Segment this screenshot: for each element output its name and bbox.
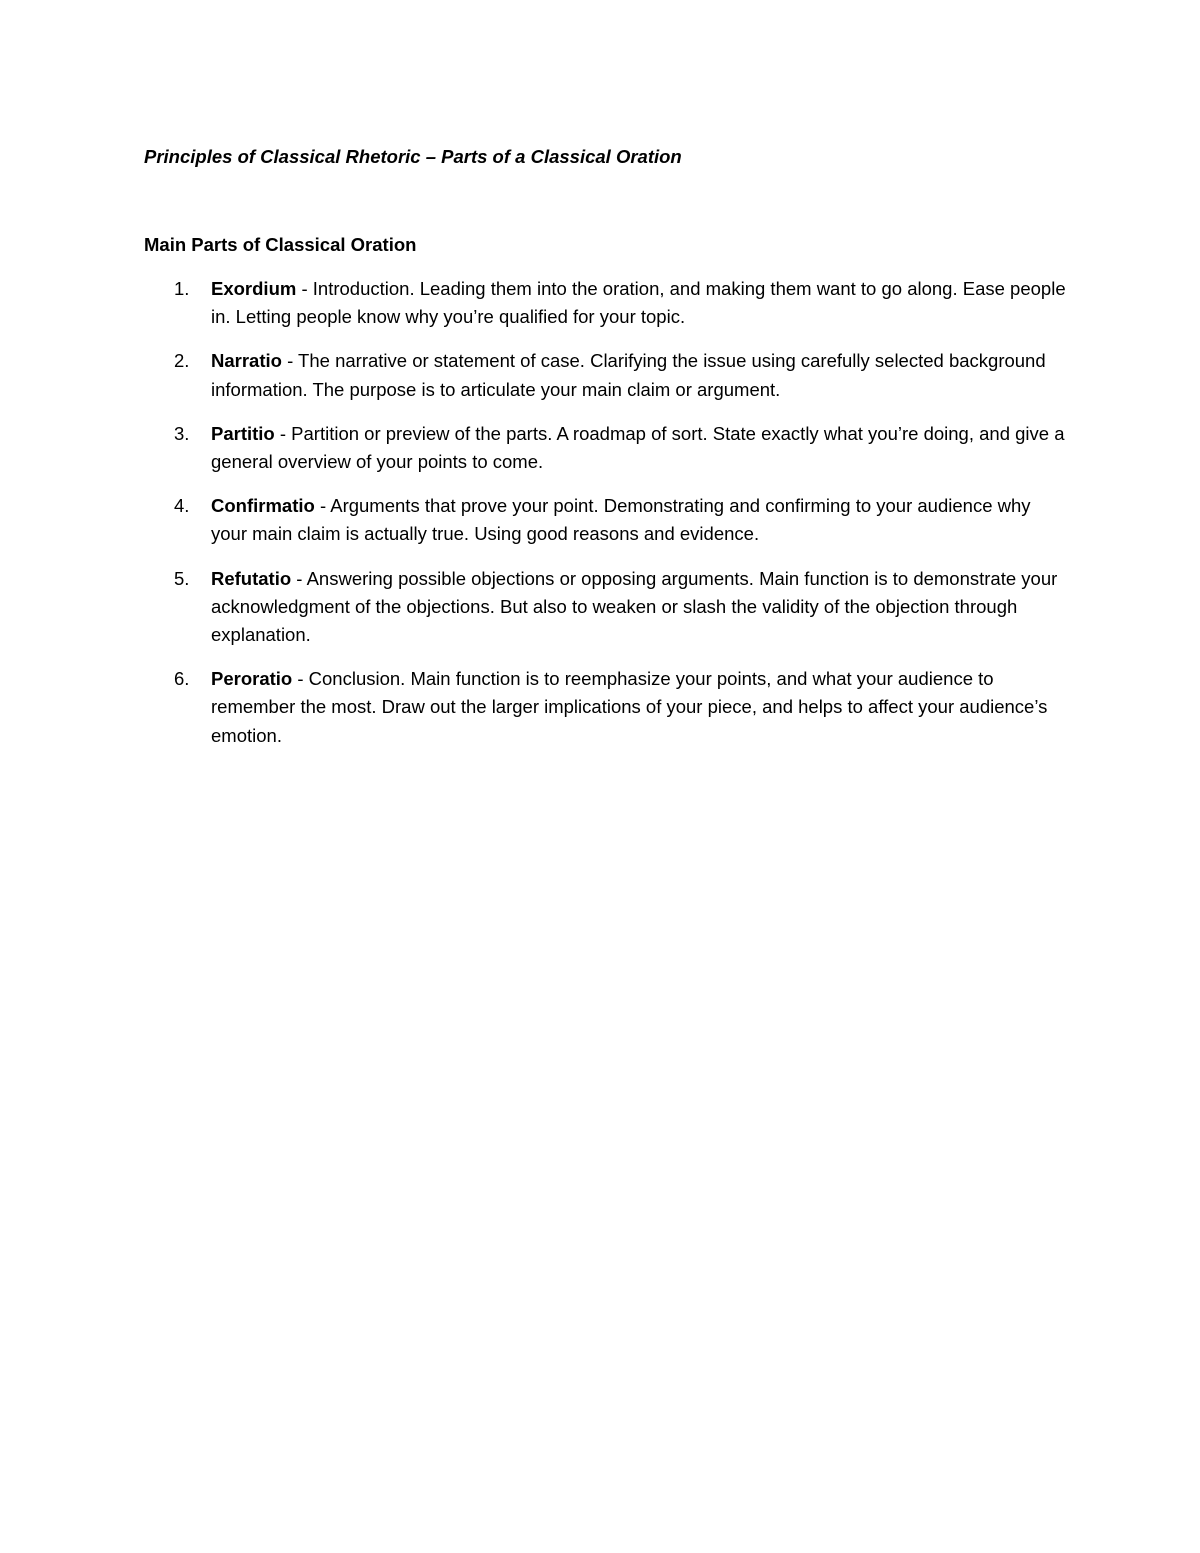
list-item-description: - Answering possible objections or opposing arguments. Main function is to demonstrate your acknowledgment of the objections. But also to weaken or slash the validity of the objection through explanation. xyxy=(211,567,1058,646)
section-heading: Main Parts of Classical Oration xyxy=(144,234,417,255)
list-item-number: 6. xyxy=(174,668,190,690)
list-item-description: - Arguments that prove your point. Demonstrating and confirming to your audience why your main claim is actually true. Using good reasons and evidence. xyxy=(211,495,1031,545)
list-item-term: Narratio xyxy=(211,350,282,372)
list-item-description: - Partition or preview of the parts. A roadmap of sort. State exactly what you’re doing, and give a general overview of your points to come. xyxy=(211,422,1065,473)
list-item-number: 2. xyxy=(174,350,190,372)
list-item-term: Partitio xyxy=(211,422,275,444)
list-item-exordium xyxy=(0,275,1071,331)
document-title: Principles of Classical Rhetoric – Parts of a Classical Oration xyxy=(144,146,682,167)
parts-list xyxy=(0,275,1200,766)
list-item-term: Exordium xyxy=(211,278,297,299)
list-item-description: - Conclusion. Main function is to reemphasize your points, and what your audience to remember the most. Draw out the larger implications of your piece, and helps to affect your audience’s emotion. xyxy=(211,668,1048,746)
list-item-partitio xyxy=(0,420,1071,476)
list-item-peroratio xyxy=(0,665,1071,750)
list-item-refutatio xyxy=(0,565,1071,650)
list-item-description: - The narrative or statement of case. Clarifying the issue using carefully selected background information. The purpose is to articulate your main claim or argument. xyxy=(211,350,1046,400)
list-item-number: 4. xyxy=(174,495,190,517)
list-item-term: Confirmatio xyxy=(211,495,315,517)
list-item-narratio xyxy=(0,347,1071,403)
list-item-number: 1. xyxy=(174,278,190,299)
list-item-number: 5. xyxy=(174,567,190,589)
list-item-term: Refutatio xyxy=(211,567,292,589)
list-item-confirmatio xyxy=(0,492,1071,548)
list-item-term: Peroratio xyxy=(211,668,293,690)
list-item-number: 3. xyxy=(174,422,190,444)
list-item-description: - Introduction. Leading them into the oration, and making them want to go along. Ease people in. Letting people know why you’re qualified for your topic. xyxy=(211,278,1066,328)
